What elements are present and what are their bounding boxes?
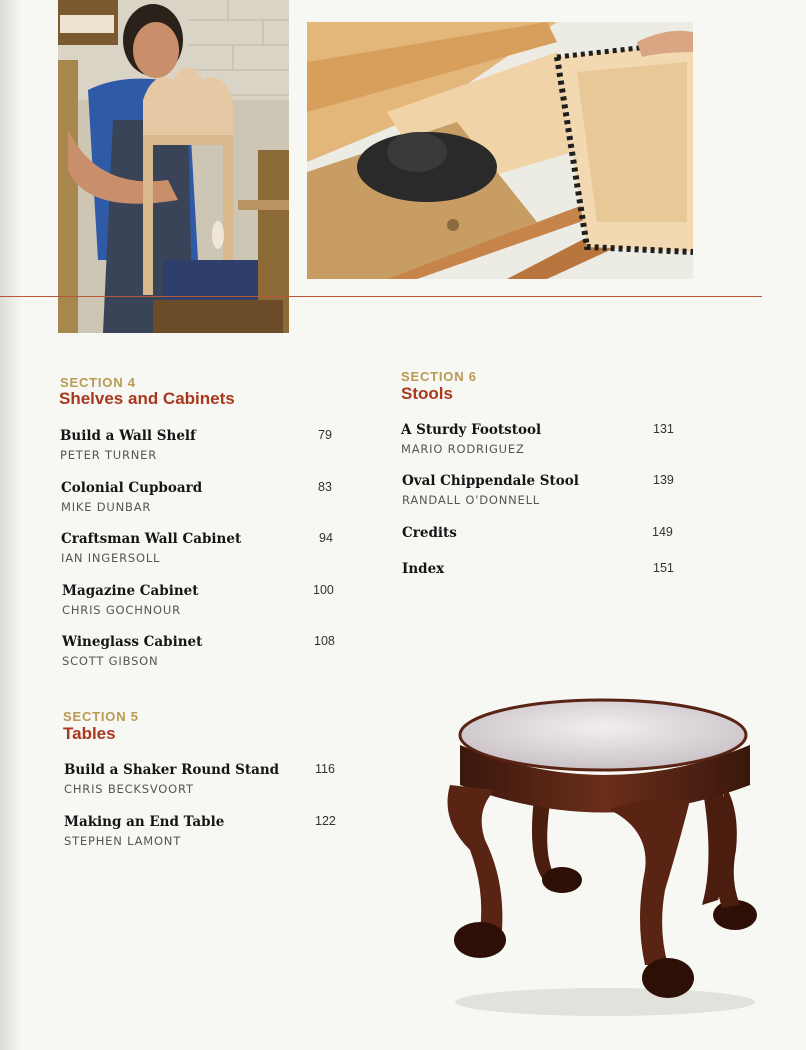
entry-title: A Sturdy Footstool — [401, 422, 542, 438]
section-6-title: Stools — [401, 384, 453, 403]
toc-entry[interactable] — [61, 480, 336, 514]
entry-page: 122 — [315, 814, 336, 828]
woodworker-photo — [58, 0, 289, 333]
entry-page: 79 — [318, 428, 332, 442]
entry-title: Colonial Cupboard — [61, 480, 203, 496]
toc-entry[interactable] — [401, 422, 676, 456]
entry-page: 108 — [314, 634, 335, 648]
entry-author: CHRIS GOCHNOUR — [62, 603, 181, 617]
toc-entry[interactable] — [64, 762, 339, 796]
section-4-label: SECTION 4 — [60, 375, 136, 390]
entry-author: RANDALL O'DONNELL — [402, 493, 540, 507]
entry-author: PETER TURNER — [60, 448, 158, 462]
entry-author: IAN INGERSOLL — [61, 551, 161, 565]
toc-entry[interactable] — [60, 428, 335, 462]
entry-title: Wineglass Cabinet — [62, 634, 203, 650]
entry-author: MIKE DUNBAR — [61, 500, 152, 514]
toc-entry[interactable] — [402, 525, 677, 541]
entry-page: 131 — [653, 422, 674, 436]
entry-title: Making an End Table — [64, 814, 225, 830]
entry-title: Build a Wall Shelf — [60, 428, 196, 444]
entry-page: 151 — [653, 561, 674, 575]
section-5-title: Tables — [63, 724, 116, 743]
entry-author: CHRIS BECKSVOORT — [64, 782, 194, 796]
toc-entry[interactable] — [62, 634, 337, 668]
entry-page: 94 — [319, 531, 333, 545]
entry-title: Index — [402, 561, 445, 577]
entry-page: 116 — [315, 762, 335, 776]
toc-entry[interactable] — [402, 561, 677, 577]
entry-title: Craftsman Wall Cabinet — [61, 531, 242, 547]
router-table-photo — [307, 22, 693, 279]
toc-entry[interactable] — [402, 473, 677, 507]
section-6-label: SECTION 6 — [401, 369, 477, 384]
entry-page: 83 — [318, 480, 332, 494]
entry-author: SCOTT GIBSON — [62, 654, 159, 668]
header-divider-rule — [0, 296, 762, 297]
entry-title: Credits — [402, 525, 457, 541]
section-5-label: SECTION 5 — [63, 709, 139, 724]
entry-title: Oval Chippendale Stool — [402, 473, 579, 489]
section-4-title: Shelves and Cabinets — [59, 389, 235, 408]
toc-entry[interactable] — [64, 814, 339, 848]
entry-title: Magazine Cabinet — [62, 583, 199, 599]
chippendale-stool-photo — [440, 690, 770, 1020]
toc-entry[interactable] — [62, 583, 337, 617]
entry-title: Build a Shaker Round Stand — [64, 762, 280, 778]
entry-author: STEPHEN LAMONT — [64, 834, 182, 848]
page-gutter-shadow — [0, 0, 22, 1050]
entry-page: 149 — [652, 525, 673, 539]
toc-entry[interactable] — [61, 531, 336, 565]
entry-page: 139 — [653, 473, 674, 487]
entry-page: 100 — [313, 583, 334, 597]
entry-author: MARIO RODRIGUEZ — [401, 442, 525, 456]
